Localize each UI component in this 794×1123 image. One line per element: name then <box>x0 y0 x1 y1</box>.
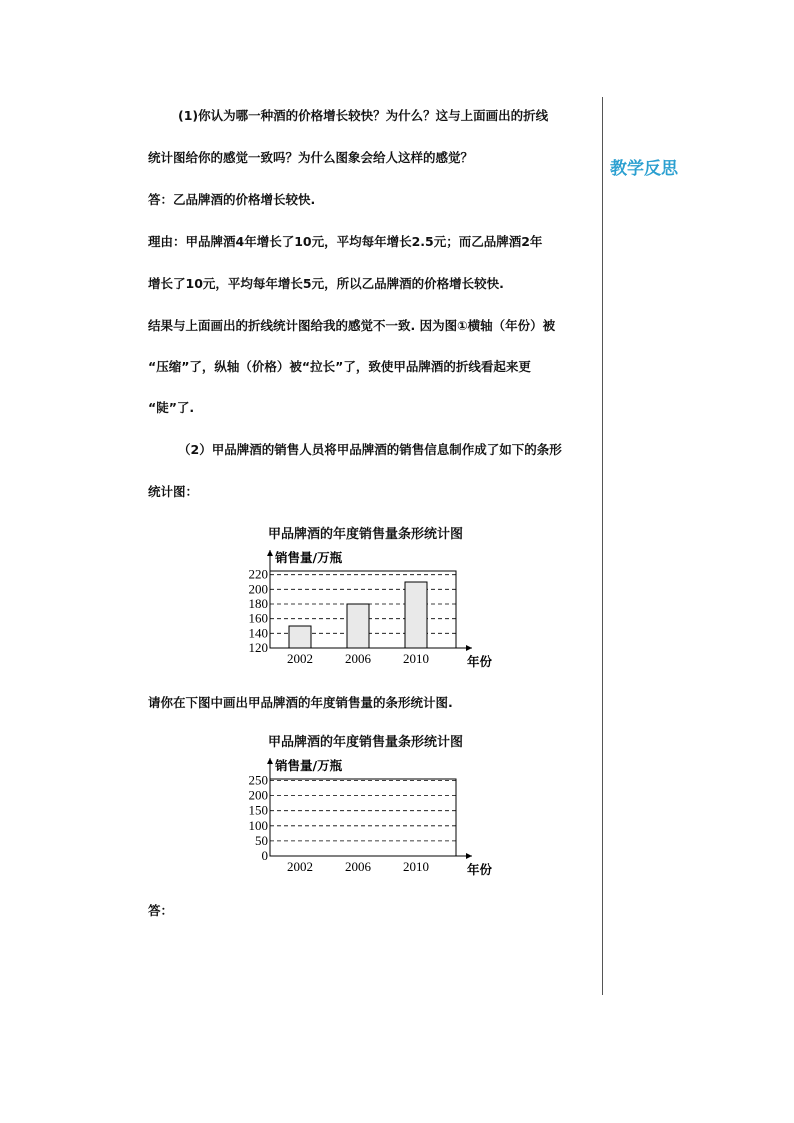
plot-frame <box>270 779 456 856</box>
bar-2002 <box>289 626 311 648</box>
y-tick-label: 220 <box>248 566 268 582</box>
bar-2006 <box>347 604 369 648</box>
right-divider <box>602 97 603 995</box>
y-tick-label: 0 <box>261 848 268 863</box>
x-tick-label: 2002 <box>287 859 313 874</box>
y-tick-label: 250 <box>248 772 268 788</box>
answer-line: 答：乙品牌酒的价格增长较快. <box>148 192 316 207</box>
x-tick-label: 2010 <box>403 651 429 666</box>
x-tick-label: 2002 <box>287 651 313 666</box>
question-2-line-2: 统计图： <box>148 484 199 499</box>
result-line-3: “陡”了. <box>148 400 195 415</box>
x-tick-label: 2010 <box>403 859 429 874</box>
result-line-1: 结果与上面画出的折线统计图给我的感觉不一致. 因为图①横轴（年份）被 <box>148 318 556 333</box>
y-tick-label: 50 <box>255 832 268 848</box>
y-tick-label: 100 <box>248 817 268 833</box>
answer-label: 答： <box>148 903 174 918</box>
x-axis-label: 年份 <box>467 654 493 669</box>
y-tick-label: 180 <box>248 596 268 611</box>
y-tick-label: 160 <box>248 610 268 626</box>
teaching-reflection-title: 教学反思 <box>610 159 678 179</box>
chart-1-title: 甲品牌酒的年度销售量条形统计图 <box>268 527 464 542</box>
y-axis-arrow <box>267 758 273 764</box>
y-axis-label: 销售量/万瓶 <box>275 550 343 565</box>
instruction-line: 请你在下图中画出甲品牌酒的年度销售量的条形统计图. <box>148 695 453 710</box>
y-tick-label: 150 <box>248 802 268 818</box>
y-axis-label: 销售量/万瓶 <box>275 758 343 773</box>
bar-2010 <box>405 582 427 648</box>
question-2-line-1: （2）甲品牌酒的销售人员将甲品牌酒的销售信息制作成了如下的条形 <box>178 442 562 457</box>
question-1-line-2: 统计图给你的感觉一致吗？为什么图象会给人这样的感觉？ <box>148 150 474 165</box>
x-axis-arrow <box>466 853 472 859</box>
y-tick-label: 200 <box>248 787 268 803</box>
chart-2 <box>238 748 508 878</box>
y-tick-label: 200 <box>248 581 268 597</box>
x-axis-arrow <box>466 645 472 651</box>
y-axis-arrow <box>267 550 273 556</box>
x-axis-label: 年份 <box>467 862 493 877</box>
chart-2-title: 甲品牌酒的年度销售量条形统计图 <box>268 735 464 750</box>
y-tick-label: 140 <box>248 625 268 641</box>
y-tick-label: 120 <box>248 640 268 655</box>
chart-1 <box>238 540 508 670</box>
result-line-2: “压缩”了，纵轴（价格）被“拉长”了，致使甲品牌酒的折线看起来更 <box>148 359 531 374</box>
reason-line-1: 理由：甲品牌酒4年增长了10元，平均每年增长2.5元；而乙品牌酒2年 <box>148 234 543 249</box>
x-tick-label: 2006 <box>345 651 371 666</box>
x-tick-label: 2006 <box>345 859 371 874</box>
question-1-line-1: (1)你认为哪一种酒的价格增长较快？为什么？这与上面画出的折线 <box>178 108 549 123</box>
reason-line-2: 增长了10元，平均每年增长5元，所以乙品牌酒的价格增长较快. <box>148 276 504 291</box>
